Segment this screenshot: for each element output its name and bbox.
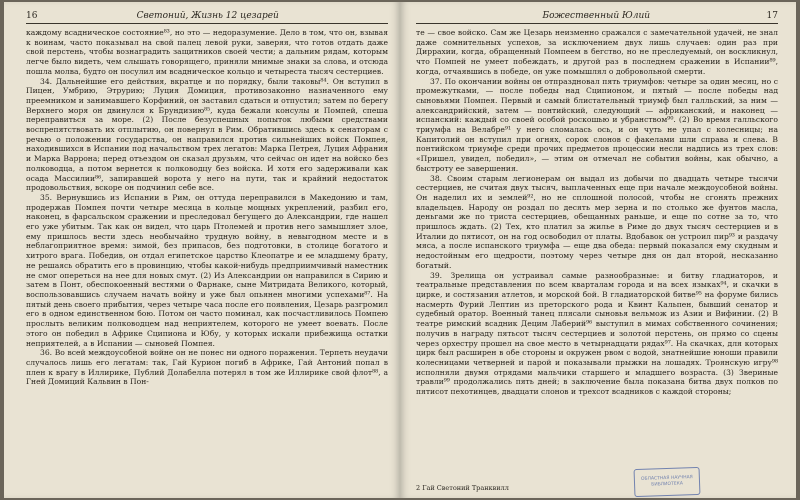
- paragraph: каждому всадническое состояние⁸³, но это — недоразумение. Дело в том, что он, взывая к воинам, часто показывал на свой палец левой руки, заверяя, что готов отдать даже свой перстень, чтобы вознаградить защитников своей чести; а дальним рядам, которым легче было видеть, чем слышать говорящего, приняли мнимые знаки за слова, и отсюда пошла молва, будто он посулил им всадническое кольцо и четыреста тысяч сестерциев.: [26, 28, 388, 76]
- page-number-left: 16: [26, 11, 38, 21]
- book-spread: [4, 2, 796, 498]
- left-page-body: [26, 28, 388, 387]
- page-number-right: 17: [766, 11, 778, 21]
- paragraph: 36. Во всей междоусобной войне он не понес ни одного поражения. Терпеть неудачи случалось лишь его легатам: так, Гай Курион погиб в Африке, Гай Антоний попал в плен к врагу в Иллирике, Публий Долабелла потерял в том же Иллирике свой флот⁸⁸, а Гней Домиций Кальвин в Пон-: [26, 348, 388, 387]
- library-stamp: [634, 467, 701, 497]
- signature-footer: 2 Гай Светоний Транквилл: [416, 484, 509, 492]
- paragraph: 37. По окончании войны он отпраздновал пять триумфов: четыре за один месяц, но с промежутками, — после победы над Сципионом, и пятый — после победы над сыновьями Помпея. Первый и самый блистательный триумф был галльский, за ним — александрийский, затем — понтийский, следующий — африканский, и наконец — испанский: каждый со своей особой роскошью и убранством⁹⁰. (2) Во время галльского триумфа на Велабре⁹¹ у него сломалась ось, и он чуть не упал с колесницы; на Капитолий он вступил при огнях, сорок слонов с факелами шли справа и слева. В понтийском триумфе среди прочих предметов процессии несли надпись из трех слов: «Пришел, увидел, победил», — этим он отмечал не события войны, как обычно, а быстроту ее завершения.: [416, 76, 778, 173]
- running-title-right: Божественный Юлий: [542, 11, 651, 21]
- paragraph: 39. Зрелища он устраивал самые разнообразные: и битву гладиаторов, и театральные представления по всем кварталам города и на всех языках⁹⁴, и скачки в цирке, и состязания атлетов, и морской бой. В гладиаторской битве⁹⁵ на форуме бились насмерть Фурий Лептин из преторского рода и Квинт Кальпен, бывший сенатор и судебный оратор. Военный танец плясали сыновья вельмож из Азии и Вифинии. (2) В театре римский всадник Децим Лаберий⁹⁶ выступил в мимах собственного сочинения; получив в награду пятьсот тысяч сестерциев и золотой перстень, он прямо со сцены через орхестру прошел на свое место в четырнадцати рядах⁹⁷. На скачках, для которых цирк был расширен в обе стороны и окружен рвом с водой, знатнейшие юноши правили колесницами четверней и парой и показывали прыжки на лошадях. Троянскую игру⁹⁸ исполняли двумя отрядами мальчики старшего и младшего возраста. (3) Звериные травли⁹⁹ продолжались пять дней; в заключение была показана битва двух полков по пятисот пехотинцев, двадцати слонов и трехсот всадников с каждой стороны;: [416, 270, 778, 397]
- paragraph: 35. Вернувшись из Испании в Рим, он оттуда переправился в Македонию и там, продержав Помпея почти четыре месяца в кольце мощных укреплений, разбил его, наконец, в фарсальском сражении и преследовал бегущего до Александрии, где нашел его уже убитым. Так как он видел, что царь Птолемей и против него замышляет злое, ему пришлось вести здесь необычайно трудную войну, в невыгодном месте и в неблагоприятное время: зимой, без припасов, без подготовки, в столице богатого и хитрого врага. Победив, он отдал египетское царство Клеопатре и ее младшему брату, не решаясь обратить его в провинцию, чтобы какой-нибудь предприимчивый наместник не смог опереться на нее для новых смут. (2) Из Александрии он направился в Сирию и затем в Понт, обеспокоенный вестями о Фарнаке, сыне Митридата Великого, который, воспользовавшись случаем начать войну и уже был опьянен многими успехами⁸⁷. На пятый день своего прибытия, через четыре часа после его появления, Цезарь разгромил его в одном единственном бою. Потом он часто поминал, как посчастливилось Помпею прослыть великим полководцем над неприятелем, которого не умеет воевать. После этого он победил в Африке Сципиона и Юбу, у которых искали прибежища остатки неприятелей, а в Испании — сыновей Помпея.: [26, 192, 388, 348]
- left-page: [4, 2, 400, 498]
- paragraph: те — свое войско. Сам же Цезарь неизменно сражался с замечательной удачей, не знал даже сомнительных успехов, за исключением двух лишь случаев: один раз при Диррахии, когда, обращенный Помпеем в бегство, но не преследуемый, он воскликнул, что Помпей не умеет побеждать, и другой раз в последнем сражении в Испании⁸⁹, когда, отчаявшись в победе, он уже помышлял о добровольной смерти.: [416, 28, 778, 76]
- right-page-body: [416, 28, 778, 397]
- running-head-left: [26, 11, 388, 24]
- running-title-left: Светоний, Жизнь 12 цезарей: [136, 11, 279, 21]
- paragraph: 38. Своим старым легионерам он выдал из добычи по двадцать четыре тысячи сестерциев, не считая двух тысяч, выплаченных еще при начале междоусобной войны. Он наделил их и землей⁹², но не сплошной полосой, чтобы не сгонять прежних владельцев. Народу он роздал по десять мер зерна и по столько же фунтов масла, деньгами же по триста сестерциев, обещанных раньше, и еще по сотне за то, что пришлось ждать. (2) Тех, кто платил за жилье в Риме до двух тысяч сестерциев и в Италии до пятисот, он на год освободил от платы. Вдобавок он устроил пир⁹³ и раздачу мяса, а после испанского триумфа — еще два обеда: первый показался ему скудным и недостойным его щедрости, поэтому через четыре дня он дал второй, несказанно богатый.: [416, 173, 778, 270]
- stamp-text: ОБЛАСТНАЯ НАУЧНАЯ БИБЛИОТЕКА: [640, 475, 693, 488]
- paragraph: 34. Дальнейшие его действия, вкратце и по порядку, были таковы⁸⁴. Он вступил в Пицен, Умбрию, Этрурию; Луция Домиция, противозаконно назначенного ему преемником и занимавшего Корфиний, он заставил сдаться и отпустил; затем по берегу Верхнего моря он двинулся к Брундизию⁸⁵, куда бежали консулы и Помпей, спеша переправиться за море. (2) После безуспешных попыток любыми средствами воспрепятствовать их отплытию, он повернул в Рим. Обратившись здесь к сенаторам с речью о положении государства, он направился против сильнейших войск Помпея, находившихся в Испании под начальством трех легатов: Марка Петрея, Луция Афрания и Марка Варрона; перед отъездом он сказал друзьям, что сейчас он идет на войско без полководца, а потом вернется к полководцу без войска. И хотя его задерживали как осада Массилии⁸⁶, запиравшей ворота у него на пути, так и крайний недостаток продовольствия, вскоре он подчинил себе все.: [26, 76, 388, 193]
- right-page: [400, 2, 796, 498]
- running-head-right: [416, 11, 778, 24]
